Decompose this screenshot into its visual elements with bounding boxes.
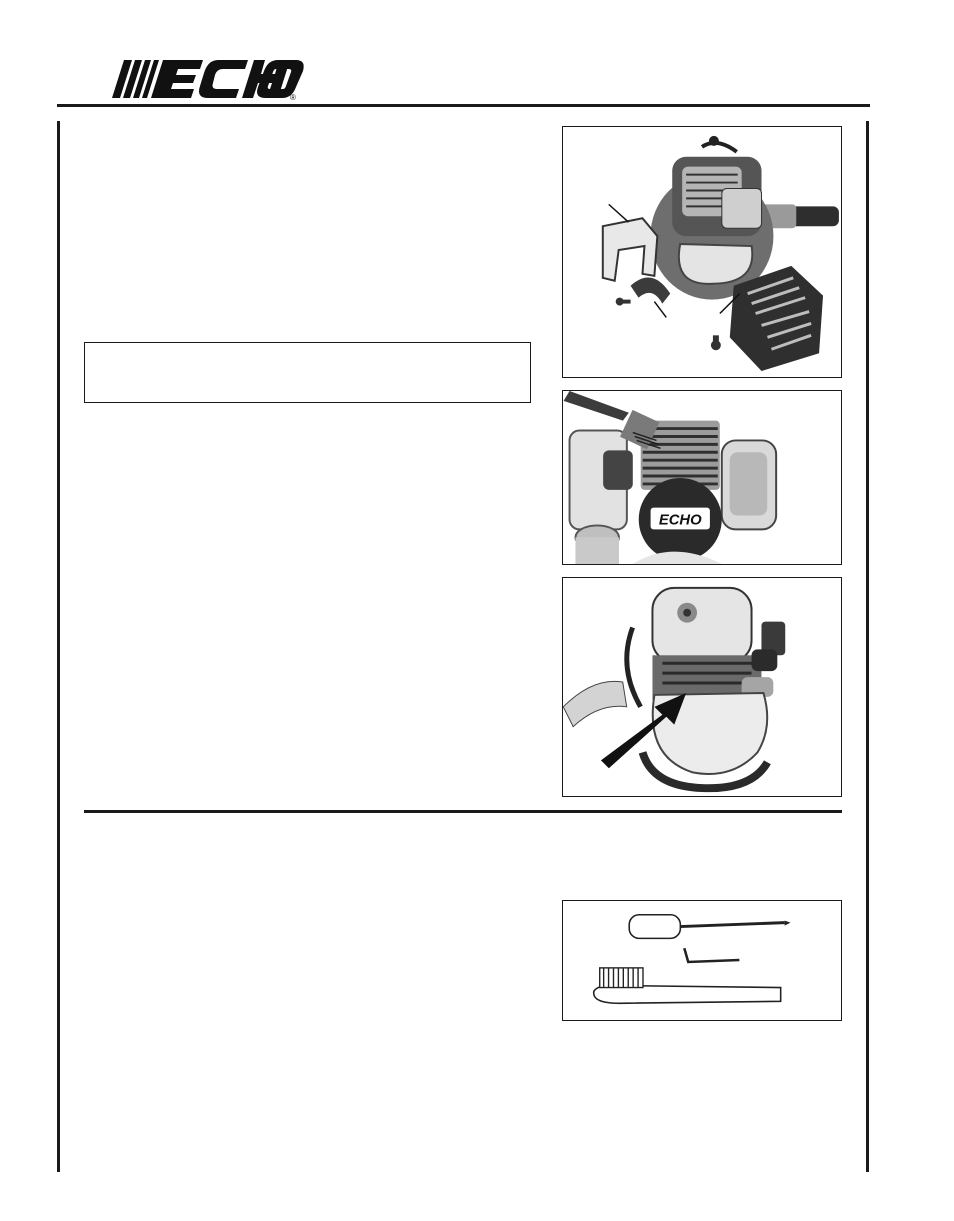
right-margin-rule: [866, 121, 869, 1172]
figure-cylinder-cleaning: [562, 390, 842, 565]
screwdriver-hexkey-wirebrush-illustration-icon: [563, 901, 841, 1020]
section-divider: [84, 810, 842, 813]
header-rule: [57, 104, 870, 107]
echo-logo: [110, 56, 310, 102]
figure-cover-removal: [562, 126, 842, 378]
engine-logo-label: ECHO: [658, 512, 702, 529]
echo-logo-icon: [110, 56, 310, 102]
brush-cleaning-cylinder-fins-illustration-icon: [563, 391, 841, 564]
figure-tools: [562, 900, 842, 1021]
trademark-symbol: ®: [290, 93, 296, 102]
engine-covers-exploded-illustration-icon: [563, 127, 841, 377]
figure-cooling-inlet: [562, 577, 842, 797]
left-margin-rule: [57, 121, 60, 1172]
arrow-pointing-engine-inlet-illustration-icon: [563, 578, 841, 796]
notice-box: [84, 342, 531, 403]
